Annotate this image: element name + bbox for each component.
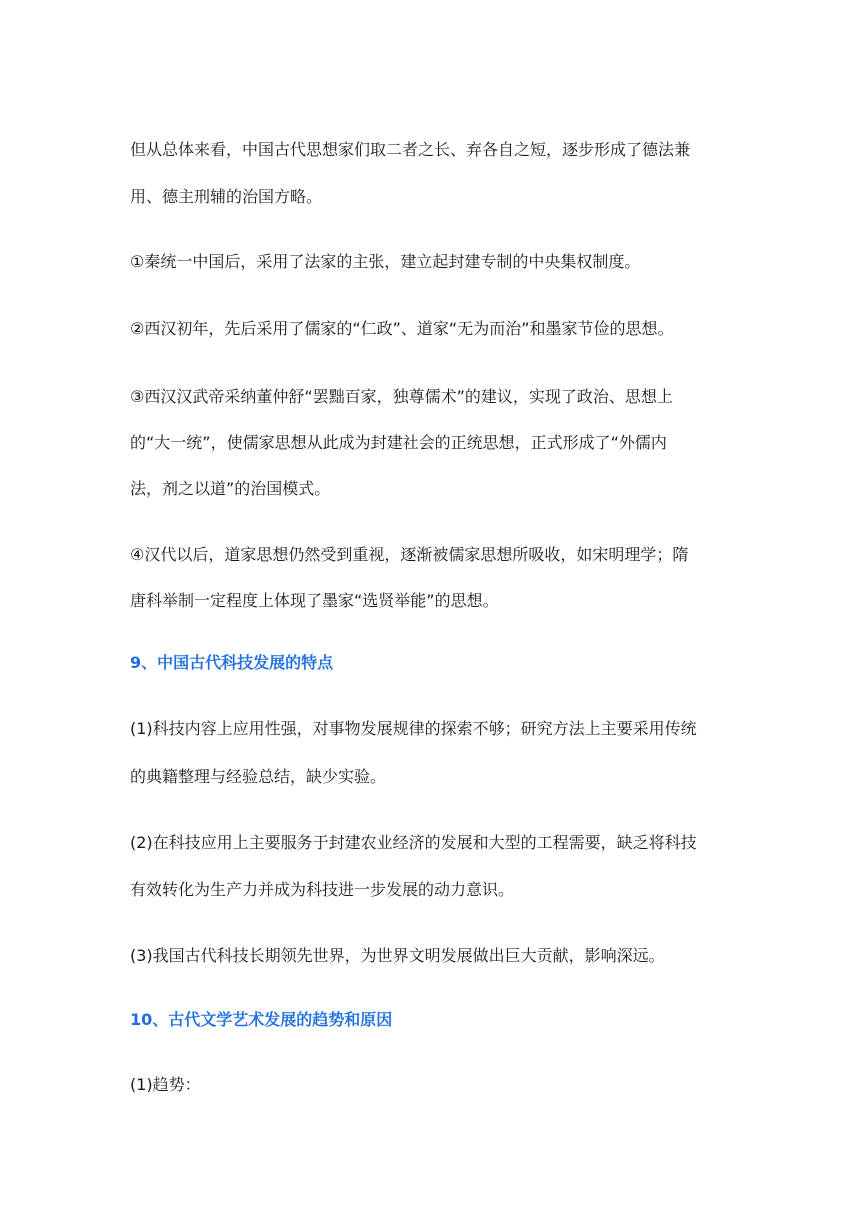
section-heading-10: 10、古代文学艺术发展的趋势和原因 <box>130 1010 393 1029</box>
point-3-line-1: ③西汉汉武帝采纳董仲舒“罢黜百家，独尊儒术”的建议，实现了政治、思想上 <box>130 387 673 406</box>
tech-point-2-line-1: (2)在科技应用上主要服务于封建农业经济的发展和大型的工程需要，缺乏将科技 <box>130 833 697 852</box>
tech-point-3: (3)我国古代科技长期领先世界，为世界文明发展做出巨大贡献，影响深远。 <box>130 946 665 965</box>
point-4-line-1: ④汉代以后，道家思想仍然受到重视，逐渐被儒家思想所吸收，如宋明理学；隋 <box>130 545 689 564</box>
point-3-line-2: 的“大一统”，使儒家思想从此成为封建社会的正统思想，正式形成了“外儒内 <box>130 433 667 452</box>
paragraph-intro-line-2: 用、德主刑辅的治国方略。 <box>130 187 323 206</box>
trend-1: (1)趋势： <box>130 1075 201 1094</box>
tech-point-1-line-1: (1)科技内容上应用性强，对事物发展规律的探索不够；研究方法上主要采用传统 <box>130 719 697 738</box>
point-2: ②西汉初年，先后采用了儒家的“仁政”、道家“无为而治”和墨家节俭的思想。 <box>130 319 674 338</box>
paragraph-intro-line-1: 但从总体来看，中国古代思想家们取二者之长、弃各自之短，逐步形成了德法兼 <box>130 140 691 159</box>
point-4-line-2: 唐科举制一定程度上体现了墨家“选贤举能”的思想。 <box>130 591 499 610</box>
section-heading-9: 9、中国古代科技发展的特点 <box>130 653 334 672</box>
tech-point-2-line-2: 有效转化为生产力并成为科技进一步发展的动力意识。 <box>130 880 515 899</box>
point-3-line-3: 法，剂之以道”的治国模式。 <box>130 479 331 498</box>
point-1: ①秦统一中国后，采用了法家的主张，建立起封建专制的中央集权制度。 <box>130 252 641 271</box>
tech-point-1-line-2: 的典籍整理与经验总结，缺少实验。 <box>130 767 387 786</box>
